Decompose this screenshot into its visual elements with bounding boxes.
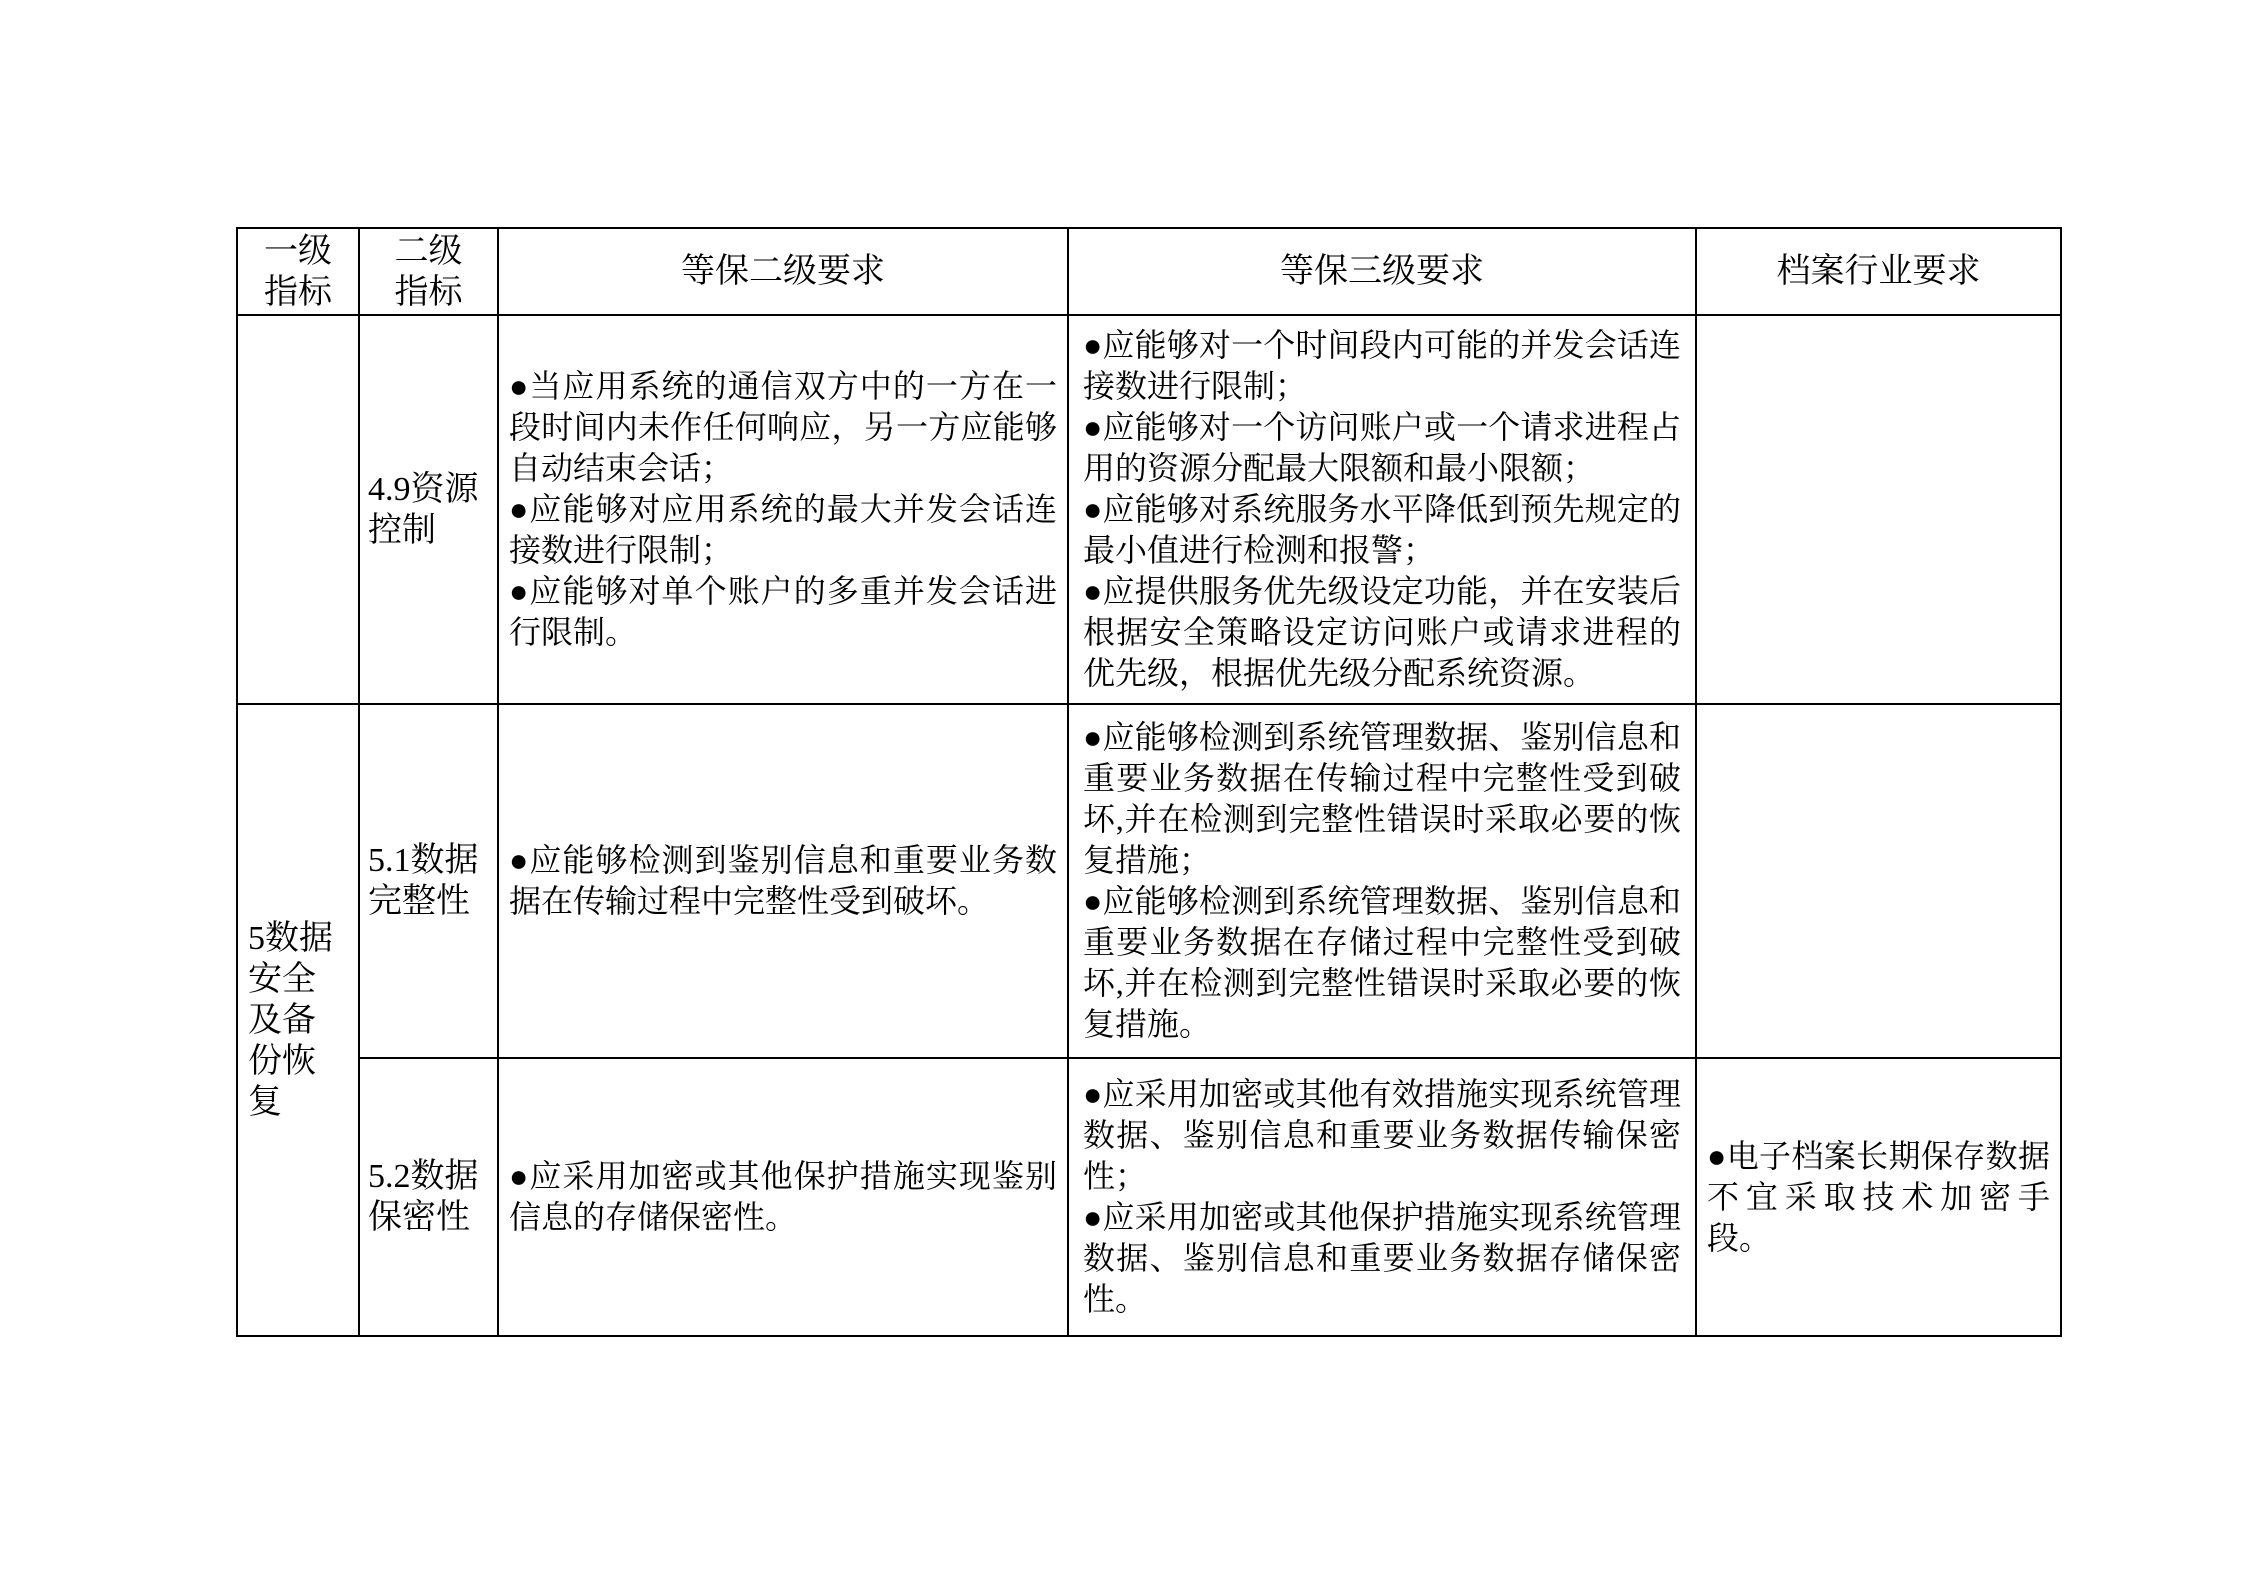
- cell-level2-label: 5.2数据保密性: [359, 1058, 498, 1336]
- header-level2-indicator: 二级指标: [359, 228, 498, 315]
- requirement-item: ●应能够对系统服务水平降低到预先规定的最小值进行检测和报警；: [1083, 491, 1681, 568]
- requirement-item: ●应能够对应用系统的最大并发会话连接数进行限制；: [509, 491, 1057, 568]
- requirements-table: [236, 227, 2062, 1337]
- requirement-item: ●应提供服务优先级设定功能，并在安装后根据安全策略设定访问账户或请求进程的优先级，根据优先级分配系统资源。: [1083, 573, 1681, 691]
- requirement-item: ●应能够对一个时间段内可能的并发会话连接数进行限制；: [1083, 327, 1681, 404]
- requirement-item: ●应采用加密或其他有效措施实现系统管理数据、鉴别信息和重要业务数据传输保密性；: [1083, 1076, 1681, 1194]
- table-row-resource-control: [237, 315, 2061, 704]
- header-grade2-requirements: 等保二级要求: [498, 228, 1068, 315]
- cell-grade3-requirements: [1068, 315, 1696, 704]
- cell-grade2-requirements: [498, 315, 1068, 704]
- cell-grade2-requirements: [498, 1058, 1068, 1336]
- cell-grade2-requirements: [498, 704, 1068, 1058]
- table-row-data-confidentiality: [237, 1058, 2061, 1336]
- requirement-item: ●应采用加密或其他保护措施实现系统管理数据、鉴别信息和重要业务数据存储保密性。: [1083, 1199, 1681, 1317]
- cell-grade3-requirements: [1068, 1058, 1696, 1336]
- requirement-item: ●应能够检测到鉴别信息和重要业务数据在传输过程中完整性受到破坏。: [509, 842, 1057, 919]
- requirement-item: ●应能够检测到系统管理数据、鉴别信息和重要业务数据在传输过程中完整性受到破坏,并在检测到完整性错误时采取必要的恢复措施；: [1083, 719, 1681, 878]
- header-row: [237, 228, 2061, 315]
- requirement-item: ●电子档案长期保存数据不宜采取技术加密手段。: [1707, 1137, 2050, 1256]
- cell-archive-requirements: [1696, 1058, 2061, 1336]
- requirement-item: ●应能够对一个访问账户或一个请求进程占用的资源分配最大限额和最小限额；: [1083, 409, 1681, 486]
- header-level1-indicator: 一级指标: [237, 228, 359, 315]
- header-archive-industry-requirements: 档案行业要求: [1696, 228, 2061, 315]
- cell-archive-requirements-empty: [1696, 704, 2061, 1058]
- table-row-data-integrity: [237, 704, 2061, 1058]
- requirement-item: ●应能够检测到系统管理数据、鉴别信息和重要业务数据在存储过程中完整性受到破坏,并在检测到完整性错误时采取必要的恢复措施。: [1083, 883, 1681, 1042]
- cell-level1-empty: [237, 315, 359, 704]
- cell-grade3-requirements: [1068, 704, 1696, 1058]
- cell-level2-label: 4.9资源控制: [359, 315, 498, 704]
- requirement-item: ●当应用系统的通信双方中的一方在一段时间内未作任何响应，另一方应能够自动结束会话；: [509, 368, 1057, 486]
- header-grade3-requirements: 等保三级要求: [1068, 228, 1696, 315]
- cell-archive-requirements-empty: [1696, 315, 2061, 704]
- requirement-item: ●应能够对单个账户的多重并发会话进行限制。: [509, 573, 1057, 650]
- requirement-item: ●应采用加密或其他保护措施实现鉴别信息的存储保密性。: [509, 1158, 1057, 1235]
- cell-level2-label: 5.1数据完整性: [359, 704, 498, 1058]
- cell-level1-label: 5数据安全及备份恢复: [237, 704, 359, 1336]
